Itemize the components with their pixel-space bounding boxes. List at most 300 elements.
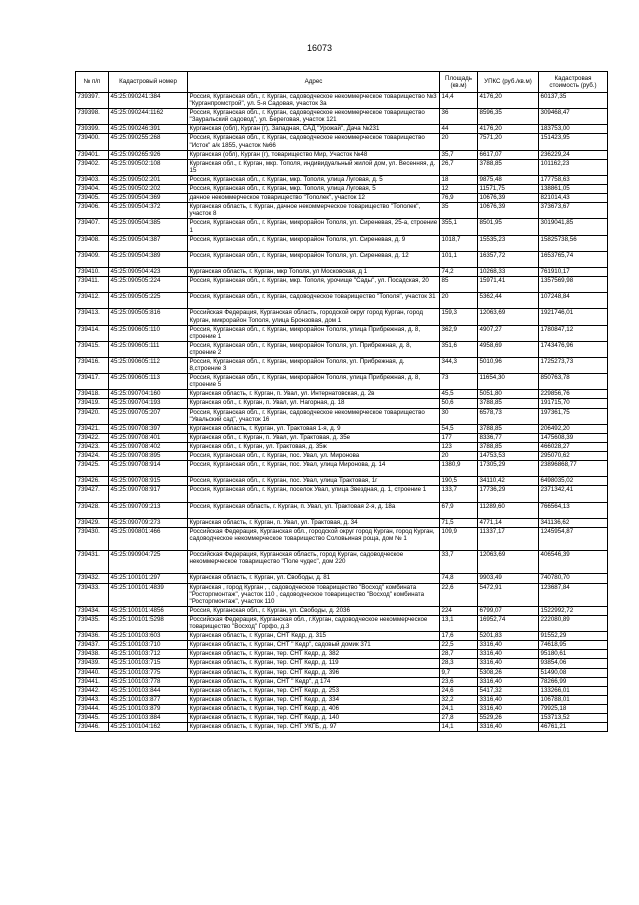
cell-area: 24,6: [440, 686, 478, 695]
cell-address: Курганская область, г. Курган, тер. СНТ Кедр, д. 396: [188, 668, 440, 677]
cell-cadastral-number: 45:25:100103:844: [109, 686, 188, 695]
table-row: [76, 277, 608, 293]
cell-cadastral-number: 45:25:090708:401: [109, 433, 188, 442]
cell-num: 739413.: [76, 309, 109, 325]
cell-num: 739424.: [76, 452, 109, 461]
cell-cost: 295070,62: [539, 452, 608, 461]
cell-area: 22,5: [440, 641, 478, 650]
cell-cost: 106788,01: [539, 695, 608, 704]
cell-cost: 51490,08: [539, 668, 608, 677]
cell-cost: 821014,43: [539, 194, 608, 203]
cell-area: 109,9: [440, 527, 478, 550]
cell-cost: 95180,61: [539, 650, 608, 659]
cell-address: Россия, Курганская обл., г. Курган, микрорайон Тополя, ул. Сиреневая, 25-а, строение 1: [188, 219, 440, 235]
table-row: [76, 723, 608, 732]
table-row: [76, 358, 608, 374]
cell-address: Российская Федерация, Курганская область, город Курган, садоводческое некоммерческое товарищество "Поле чудес", дом 220: [188, 551, 440, 574]
cell-upks: 5308,26: [478, 668, 539, 677]
cell-area: 74,8: [440, 574, 478, 583]
cell-num: 739419.: [76, 399, 109, 408]
cell-upks: 14753,53: [478, 452, 539, 461]
cell-cost: 309468,47: [539, 109, 608, 125]
cell-address: Россия, Курганская обл., г. Курган, садоводческое товарищество "Тополя", участок 31: [188, 293, 440, 309]
cell-address: Россия, Курганская обл., г. Курган, пос. Увал, ул. Миронова: [188, 452, 440, 461]
cell-area: 54,5: [440, 424, 478, 433]
cell-num: 739403.: [76, 175, 109, 184]
cell-upks: 9875,48: [478, 175, 539, 184]
cell-cost: 91552,29: [539, 632, 608, 641]
cell-area: 18: [440, 175, 478, 184]
table-row: [76, 704, 608, 713]
cell-area: 76,9: [440, 194, 478, 203]
cell-address: Россия, Курганская обл., г. Курган, мкр. Тополя, улица Луговая, 5: [188, 185, 440, 194]
cell-address: Россия, Курганская обл., г. Курган, микрорайон Тополя, ул. Прибрежная, д. 8,строение 3: [188, 358, 440, 374]
cell-num: 739440.: [76, 668, 109, 677]
cell-num: 739407.: [76, 219, 109, 235]
cell-area: 1380,9: [440, 461, 478, 477]
cell-num: 739398.: [76, 109, 109, 125]
cell-num: 739443.: [76, 695, 109, 704]
cell-num: 739402.: [76, 159, 109, 175]
cell-cadastral-number: 45:25:090265:926: [109, 150, 188, 159]
cell-num: 739417.: [76, 374, 109, 390]
cell-upks: 11654,30: [478, 374, 539, 390]
cell-cadastral-number: 45:25:100101:4856: [109, 606, 188, 615]
cell-cost: 1357569,98: [539, 277, 608, 293]
table-row: [76, 390, 608, 399]
cell-cadastral-number: 45:25:100103:877: [109, 695, 188, 704]
cell-address: Курганская обл., г. Курган, мкр. Тополя, индивидуальный жилой дом, ул. Весенняя, д. 15: [188, 159, 440, 175]
cell-num: 739426.: [76, 477, 109, 486]
cell-num: 739444.: [76, 704, 109, 713]
table-row: [76, 374, 608, 390]
cell-upks: 3316,40: [478, 704, 539, 713]
cell-area: 32,2: [440, 695, 478, 704]
cell-cadastral-number: 45:25:100103:715: [109, 659, 188, 668]
cell-num: 739406.: [76, 203, 109, 219]
table-row: [76, 341, 608, 357]
table-row: [76, 668, 608, 677]
cell-upks: 4907,27: [478, 325, 539, 341]
cell-address: Курганская область, г. Курган, п. Увал, ул. Трактовая, д. 34: [188, 518, 440, 527]
cell-upks: 11289,60: [478, 502, 539, 518]
table-row: [76, 185, 608, 194]
cell-upks: 3788,85: [478, 399, 539, 408]
cell-cost: 183753,00: [539, 125, 608, 134]
cell-area: 35: [440, 203, 478, 219]
cell-cost: 1921746,01: [539, 309, 608, 325]
cell-num: 739401.: [76, 150, 109, 159]
cell-cadastral-number: 45:25:090605:110: [109, 325, 188, 341]
cell-cadastral-number: 45:25:100101:5298: [109, 615, 188, 631]
cell-area: 50,6: [440, 399, 478, 408]
cell-cost: 406546,39: [539, 551, 608, 574]
table-row: [76, 134, 608, 150]
cell-cadastral-number: 45:25:090502:202: [109, 185, 188, 194]
cell-cadastral-number: 45:25:100103:712: [109, 650, 188, 659]
cell-upks: 5529,26: [478, 713, 539, 722]
cell-cadastral-number: 45:25:090504:372: [109, 203, 188, 219]
cell-cadastral-number: 45:25:090801:466: [109, 527, 188, 550]
cell-area: 45,5: [440, 390, 478, 399]
cell-address: Россия, Курганская обл., г. Курган, мкр. Тополя, улица Луговая, д. 5: [188, 175, 440, 184]
cell-cadastral-number: 45:25:090502:108: [109, 159, 188, 175]
cell-cadastral-number: 45:25:090246:391: [109, 125, 188, 134]
cell-cadastral-number: 45:25:090505:816: [109, 309, 188, 325]
cell-num: 739425.: [76, 461, 109, 477]
table-row: [76, 477, 608, 486]
cell-cost: 23896868,77: [539, 461, 608, 477]
cell-upks: 5472,91: [478, 583, 539, 606]
table-row: [76, 399, 608, 408]
table-row: [76, 175, 608, 184]
table-row: [76, 442, 608, 451]
cell-cost: 3019041,85: [539, 219, 608, 235]
cell-area: 344,3: [440, 358, 478, 374]
cell-num: 739423.: [76, 442, 109, 451]
cell-address: Курганская обл., г. Курган, ул. Трактовая, д. 35ж: [188, 442, 440, 451]
cell-area: 27,8: [440, 713, 478, 722]
cell-cadastral-number: 45:25:090708:914: [109, 461, 188, 477]
cell-address: Курганская область, г. Курган, ул. Трактовая 1-я, д. 9: [188, 424, 440, 433]
cell-cost: 101162,23: [539, 159, 608, 175]
cell-cost: 15825738,56: [539, 235, 608, 251]
cell-cost: 229856,76: [539, 390, 608, 399]
cell-num: 739436.: [76, 632, 109, 641]
cell-upks: 7571,20: [478, 134, 539, 150]
cell-address: Курганская , город Курган , , садоводческое товарищество "Восход" комбината "Росторгмонтаж", участок 110 , садоводческое товарищество "Восход" комбината "Росторгмонтаж", участок 110: [188, 583, 440, 606]
cell-address: Курганская область, г. Курган, тер. СНТ Кедр, д. 119: [188, 659, 440, 668]
cell-num: 739434.: [76, 606, 109, 615]
table-row: [76, 486, 608, 502]
cell-upks: 10268,33: [478, 267, 539, 276]
cell-upks: 15535,23: [478, 235, 539, 251]
cell-num: 739429.: [76, 518, 109, 527]
cell-num: 739397.: [76, 93, 109, 109]
cell-upks: 3316,40: [478, 650, 539, 659]
cell-upks: 3316,40: [478, 723, 539, 732]
cell-address: Курганская область, г. Курган, тер. СНТ Кедр, д. 334: [188, 695, 440, 704]
cell-num: 739411.: [76, 277, 109, 293]
cell-num: 739446.: [76, 723, 109, 732]
cell-cadastral-number: 45:25:090504:385: [109, 219, 188, 235]
cell-cadastral-number: 45:25:090504:423: [109, 267, 188, 276]
cell-cost: 93854,06: [539, 659, 608, 668]
header-cost: Кадастровая стоимость (руб.): [539, 72, 608, 93]
cell-cadastral-number: 45:25:090502:201: [109, 175, 188, 184]
cell-num: 739430.: [76, 527, 109, 550]
cell-cadastral-number: 45:25:090244:1162: [109, 109, 188, 125]
cell-cadastral-number: 45:25:090241:384: [109, 93, 188, 109]
cell-cost: 133266,01: [539, 686, 608, 695]
cell-upks: 3788,85: [478, 159, 539, 175]
cell-cost: 466028,27: [539, 442, 608, 451]
cell-num: 739420.: [76, 408, 109, 424]
table-row: [76, 309, 608, 325]
table-row: [76, 632, 608, 641]
cell-cadastral-number: 45:25:100103:603: [109, 632, 188, 641]
cell-cadastral-number: 45:25:090709:273: [109, 518, 188, 527]
cell-cost: 1475608,39: [539, 433, 608, 442]
cell-area: 30: [440, 408, 478, 424]
cell-cost: 74618,95: [539, 641, 608, 650]
cell-cadastral-number: 45:25:090505:224: [109, 277, 188, 293]
cell-upks: 17305,29: [478, 461, 539, 477]
cell-upks: 12063,69: [478, 309, 539, 325]
cell-cadastral-number: 45:25:100103:775: [109, 668, 188, 677]
cell-upks: 4176,20: [478, 93, 539, 109]
cell-address: Россия, Курганская обл., г. Курган, микрорайон Тополя, ул. Прибрежная, д. 8, строение 2: [188, 341, 440, 357]
table-row: [76, 267, 608, 276]
table-row: [76, 641, 608, 650]
cell-num: 739399.: [76, 125, 109, 134]
cell-cadastral-number: 45:25:090708:915: [109, 477, 188, 486]
cell-area: 20: [440, 293, 478, 309]
table-row: [76, 203, 608, 219]
cell-cadastral-number: 45:25:090709:213: [109, 502, 188, 518]
cell-upks: 6617,07: [478, 150, 539, 159]
cell-address: Россия, Курганская обл., г. Курган, микрорайон Тополя, ул. Сиреневая, д. 9: [188, 235, 440, 251]
cell-address: Курганская область, г. Курган, тер. СНТ Кедр, д. 253: [188, 686, 440, 695]
table-row: [76, 452, 608, 461]
cell-upks: 5362,44: [478, 293, 539, 309]
cell-cadastral-number: 45:25:090605:111: [109, 341, 188, 357]
header-area: Площадь (кв.м): [440, 72, 478, 93]
cell-upks: 3316,40: [478, 659, 539, 668]
cell-address: Россия, Курганская область, г. Курган, п. Увал, ул. Трактовая 2-я, д. 18а: [188, 502, 440, 518]
cell-cost: 1653765,74: [539, 251, 608, 267]
cell-num: 739400.: [76, 134, 109, 150]
cell-cost: 177758,63: [539, 175, 608, 184]
cell-area: 85: [440, 277, 478, 293]
cell-num: 739405.: [76, 194, 109, 203]
cell-address: Россия, Курганская обл., г. Курган, микрорайон Тополя, ул. Сиреневая, д. 12: [188, 251, 440, 267]
cell-area: 36: [440, 109, 478, 125]
cell-area: 17,6: [440, 632, 478, 641]
cell-cost: 60137,35: [539, 93, 608, 109]
table-row: [76, 659, 608, 668]
cell-area: 71,5: [440, 518, 478, 527]
table-row: [76, 194, 608, 203]
cell-address: Курганская обл., г. Курган, п. Увал, ул. Нагорная, д. 18: [188, 399, 440, 408]
cell-num: 739422.: [76, 433, 109, 442]
cell-cost: 123687,84: [539, 583, 608, 606]
cell-area: 355,1: [440, 219, 478, 235]
cell-upks: 12063,69: [478, 551, 539, 574]
cell-area: 44: [440, 125, 478, 134]
cell-cadastral-number: 45:25:090708:402: [109, 442, 188, 451]
cell-cost: 78266,99: [539, 677, 608, 686]
cell-address: Курганская область, г. Курган, мкр Тополя, ул Московская, д 1: [188, 267, 440, 276]
cell-area: 9,7: [440, 668, 478, 677]
header-num: № п/п: [76, 72, 109, 93]
table-row: [76, 251, 608, 267]
cell-upks: 3788,85: [478, 442, 539, 451]
table-row: [76, 461, 608, 477]
cell-address: Курганская область, г. Курган, п. Увал, ул. Интернатовская, д. 2в: [188, 390, 440, 399]
cell-area: 28,3: [440, 659, 478, 668]
table-row: [76, 150, 608, 159]
table-row: [76, 325, 608, 341]
cell-upks: 4771,14: [478, 518, 539, 527]
cell-num: 739442.: [76, 686, 109, 695]
table-row: [76, 527, 608, 550]
cell-cost: 222080,89: [539, 615, 608, 631]
cell-cadastral-number: 45:25:090605:112: [109, 358, 188, 374]
cell-num: 739438.: [76, 650, 109, 659]
cell-upks: 16952,74: [478, 615, 539, 631]
table-row: [76, 518, 608, 527]
cell-area: 14,4: [440, 93, 478, 109]
cell-area: 177: [440, 433, 478, 442]
table-row: [76, 109, 608, 125]
cell-area: 14,1: [440, 723, 478, 732]
cell-cost: 1725273,73: [539, 358, 608, 374]
cell-upks: 3316,40: [478, 641, 539, 650]
cell-num: 739410.: [76, 267, 109, 276]
cell-cost: 153713,52: [539, 713, 608, 722]
cell-area: 74,2: [440, 267, 478, 276]
cell-upks: 4176,20: [478, 125, 539, 134]
cell-cadastral-number: 45:25:090504:387: [109, 235, 188, 251]
cell-upks: 16357,72: [478, 251, 539, 267]
cell-upks: 8596,35: [478, 109, 539, 125]
cell-address: Российская Федерация, Курганская обл., городской округ город Курган, город Курган, садоводческое некоммерческое товарищество Соловьиная роща, дом № 1: [188, 527, 440, 550]
cell-upks: 11571,75: [478, 185, 539, 194]
cell-cost: 850763,78: [539, 374, 608, 390]
table-row: [76, 551, 608, 574]
cell-num: 739412.: [76, 293, 109, 309]
cell-cadastral-number: 45:25:100103:710: [109, 641, 188, 650]
cell-area: 28,7: [440, 650, 478, 659]
cell-upks: 6799,07: [478, 606, 539, 615]
cell-upks: 3316,40: [478, 677, 539, 686]
cell-area: 351,6: [440, 341, 478, 357]
cell-num: 739421.: [76, 424, 109, 433]
header-upks: УПКС (руб./кв.м): [478, 72, 539, 93]
cell-num: 739432.: [76, 574, 109, 583]
cell-num: 739418.: [76, 390, 109, 399]
cell-upks: 8336,77: [478, 433, 539, 442]
cell-address: Россия, Курганская обл., г. Курган, садоводческое некоммерческое товарищество "Исток" а/к 1855, участок №66: [188, 134, 440, 150]
cell-cadastral-number: 45:25:090904:725: [109, 551, 188, 574]
cell-num: 739414.: [76, 325, 109, 341]
cell-cost: 1522992,72: [539, 606, 608, 615]
cell-cadastral-number: 45:25:090708:397: [109, 424, 188, 433]
cell-cost: 79925,18: [539, 704, 608, 713]
cell-upks: 6578,73: [478, 408, 539, 424]
cell-cost: 2371342,41: [539, 486, 608, 502]
cell-num: 739408.: [76, 235, 109, 251]
cell-upks: 4958,69: [478, 341, 539, 357]
cell-area: 26,7: [440, 159, 478, 175]
cell-upks: 17736,29: [478, 486, 539, 502]
header-cadastral: Кадастровый номер: [109, 72, 188, 93]
cell-address: Россия, Курганская обл., г. Курган, ул. Свободы, д. 2036: [188, 606, 440, 615]
cell-cost: 236229,24: [539, 150, 608, 159]
page-number: 16073: [306, 43, 333, 53]
cell-address: Курганская область, г. Курган, дачное некоммерческое товарищество "Тополек", участок 8: [188, 203, 440, 219]
table-row: [76, 424, 608, 433]
cell-address: Курганская обл., г. Курган, п. Увал, ул. Трактовая, д. 35е: [188, 433, 440, 442]
cell-address: дачное некоммерческое товарищество "Тополек", участок 12: [188, 194, 440, 203]
cell-area: 35,7: [440, 150, 478, 159]
table-row: [76, 235, 608, 251]
cell-num: 739445.: [76, 713, 109, 722]
table-row: [76, 583, 608, 606]
cell-area: 23,6: [440, 677, 478, 686]
table-row: [76, 713, 608, 722]
cell-area: 67,9: [440, 502, 478, 518]
cell-cost: 206492,20: [539, 424, 608, 433]
cell-address: Курганская область, г. Курган, СНТ Кедр, д. 315: [188, 632, 440, 641]
cell-address: Россия, Курганская обл., г. Курган, микрорайон Тополя, улица Прибрежная, д. 8, строение 5: [188, 374, 440, 390]
cell-num: 739441.: [76, 677, 109, 686]
cell-cost: 197361,75: [539, 408, 608, 424]
cell-cadastral-number: 45:25:090705:207: [109, 408, 188, 424]
cell-cost: 1245954,87: [539, 527, 608, 550]
cell-cadastral-number: 45:25:100103:879: [109, 704, 188, 713]
table-row: [76, 695, 608, 704]
cell-cost: 107248,84: [539, 293, 608, 309]
cell-address: Россия, Курганская обл., г. Курган, микрорайон Тополя, улица Прибрежная, д. 8, строение 1: [188, 325, 440, 341]
cell-cost: 1780847,12: [539, 325, 608, 341]
cell-cadastral-number: 45:25:100103:778: [109, 677, 188, 686]
cell-cadastral-number: 45:25:090504:369: [109, 194, 188, 203]
cell-num: 739427.: [76, 486, 109, 502]
cell-address: Россия, Курганская обл., г. Курган, садоводческое некоммерческое товарищество №3 "Курганпромстрой", ул. 5-я Садовая, участок 3а: [188, 93, 440, 109]
cell-cost: 740780,70: [539, 574, 608, 583]
table-row: [76, 677, 608, 686]
cell-area: 190,5: [440, 477, 478, 486]
cadastral-table: [75, 71, 608, 732]
table-row: [76, 686, 608, 695]
cell-cadastral-number: 45:25:090504:389: [109, 251, 188, 267]
header-address: Адрес: [188, 72, 440, 93]
cell-cadastral-number: 45:25:090505:225: [109, 293, 188, 309]
cell-upks: 5201,83: [478, 632, 539, 641]
cell-address: Россия, Курганская обл., г. Курган, пос. Увал, улица Миронова, д. 14: [188, 461, 440, 477]
cell-area: 133,7: [440, 486, 478, 502]
cell-area: 224: [440, 606, 478, 615]
table-row: [76, 293, 608, 309]
cell-upks: 10676,39: [478, 203, 539, 219]
table-row: [76, 433, 608, 442]
cell-address: Курганская область, г. Курган, СНТ " Кедр", садовый домик 371: [188, 641, 440, 650]
cell-area: 13,1: [440, 615, 478, 631]
cell-cost: 138861,05: [539, 185, 608, 194]
cell-address: Курганская область, г. Курган, тер. СНТ Кедр, д. 406: [188, 704, 440, 713]
cell-cadastral-number: 45:25:090704:160: [109, 390, 188, 399]
table-body: [76, 93, 608, 732]
cell-num: 739404.: [76, 185, 109, 194]
table-row: [76, 574, 608, 583]
table-row: [76, 615, 608, 631]
cell-upks: 3316,40: [478, 695, 539, 704]
cell-area: 24,1: [440, 704, 478, 713]
table-row: [76, 125, 608, 134]
cell-area: 12: [440, 185, 478, 194]
cell-area: 101,1: [440, 251, 478, 267]
cell-cost: 191715,70: [539, 399, 608, 408]
cell-upks: 15971,41: [478, 277, 539, 293]
table-row: [76, 606, 608, 615]
cell-cadastral-number: 45:25:090255:268: [109, 134, 188, 150]
cell-cost: 341136,62: [539, 518, 608, 527]
cell-area: 33,7: [440, 551, 478, 574]
cell-address: Курганская область, г. Курган, тер. СНТ УКГБ, д. 97: [188, 723, 440, 732]
table-row: [76, 219, 608, 235]
